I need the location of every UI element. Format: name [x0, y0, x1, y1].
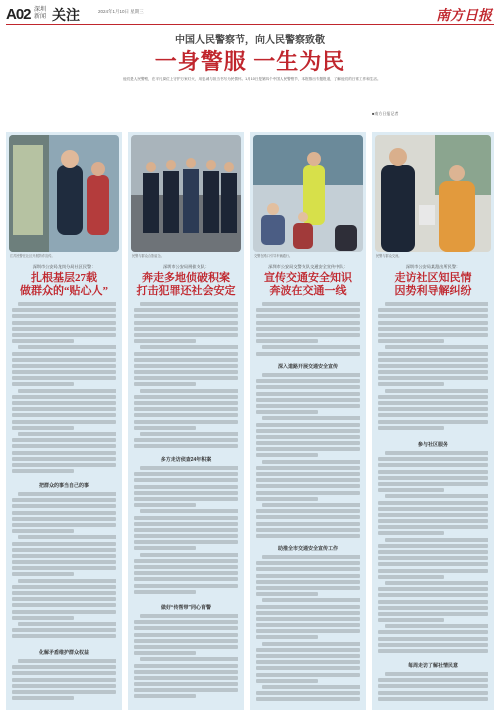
story-subhead: 化解矛盾维护群众权益	[38, 650, 89, 656]
photo-community-police	[375, 135, 491, 252]
text-line	[385, 389, 488, 393]
text-line	[256, 472, 360, 476]
story-body-text	[12, 659, 116, 705]
text-line	[256, 429, 360, 433]
photo-caption: 江苏民警在社区开展防诈宣传。	[10, 254, 55, 258]
text-line	[12, 610, 116, 614]
text-line	[256, 497, 318, 501]
text-line	[134, 497, 238, 501]
story-body-text	[378, 672, 488, 706]
text-line	[12, 498, 116, 502]
byline: ■南方日报记者	[372, 111, 399, 116]
text-line	[385, 672, 488, 676]
text-line	[18, 535, 116, 539]
text-line	[134, 620, 238, 624]
text-line	[256, 327, 360, 331]
text-line	[256, 392, 360, 396]
text-line	[256, 617, 360, 621]
text-line	[378, 501, 488, 505]
text-line	[378, 562, 488, 566]
text-line	[378, 587, 488, 591]
story-body-text	[256, 302, 360, 360]
text-line	[12, 517, 116, 521]
photo-police-group	[131, 135, 241, 252]
text-line	[134, 676, 238, 680]
text-line	[134, 413, 238, 417]
text-line	[385, 451, 488, 455]
text-line	[134, 438, 238, 442]
text-line	[378, 525, 488, 529]
text-line	[378, 476, 488, 480]
text-line	[134, 444, 238, 448]
text-line	[378, 507, 488, 511]
text-line	[256, 379, 360, 383]
text-line	[12, 566, 116, 570]
text-line	[12, 444, 116, 448]
page-number: A02	[6, 6, 31, 23]
header-rule	[6, 24, 494, 25]
text-line	[256, 586, 360, 590]
text-line	[134, 645, 238, 649]
text-line	[134, 682, 238, 686]
text-line	[134, 491, 238, 495]
text-line	[262, 373, 360, 377]
text-line	[12, 665, 116, 669]
text-line	[134, 376, 238, 380]
text-line	[140, 389, 238, 393]
text-line	[378, 678, 488, 682]
story-card-2	[128, 132, 244, 710]
text-line	[378, 684, 488, 688]
newspaper-logo: 南方日报	[436, 9, 492, 24]
story-card-3	[250, 132, 366, 710]
text-line	[134, 364, 238, 368]
text-line	[134, 516, 238, 520]
text-line	[262, 460, 360, 464]
text-line	[134, 407, 238, 411]
text-line	[12, 523, 116, 527]
text-line	[134, 382, 196, 386]
text-line	[256, 528, 360, 532]
text-line	[256, 574, 360, 578]
lead-paragraph: 他们是人民警察，在平凡岗位上守护万家灯火，用忠诚与担当书写为民情怀。1月10日是第四个中国人民警察节，本报推出专题报道，了解他们的日常工作和生活。	[123, 77, 381, 81]
story-title-line1: 扎根基层27载	[31, 272, 97, 284]
text-line	[18, 389, 116, 393]
text-line	[256, 654, 360, 658]
text-line	[378, 370, 488, 374]
text-line	[256, 385, 360, 389]
text-line	[134, 651, 196, 655]
text-line	[262, 598, 360, 602]
text-line	[12, 370, 116, 374]
text-line	[256, 522, 360, 526]
text-line	[256, 623, 360, 627]
text-line	[385, 494, 488, 498]
text-line	[378, 376, 488, 380]
text-line	[378, 470, 488, 474]
text-line	[385, 624, 488, 628]
text-line	[385, 302, 488, 306]
text-line	[378, 333, 488, 337]
text-line	[134, 664, 238, 668]
text-line	[378, 420, 488, 424]
text-line	[256, 561, 360, 565]
text-line	[378, 395, 488, 399]
story-body-text	[134, 302, 238, 452]
text-line	[256, 691, 360, 695]
text-line	[378, 382, 444, 386]
story-body-text	[256, 555, 360, 705]
text-line	[134, 395, 238, 399]
text-line	[256, 453, 318, 457]
column-title: 关注	[52, 9, 80, 24]
date-info: 2024年1月10日 星期三	[98, 9, 144, 14]
text-line	[256, 666, 360, 670]
text-line	[378, 488, 444, 492]
story-intro: 深圳市公安局龙岗分局社区民警：	[32, 264, 96, 269]
text-line	[12, 314, 116, 318]
text-line	[12, 426, 74, 430]
story-title-line1: 宣传交通安全知识	[264, 272, 352, 284]
text-line	[12, 451, 116, 455]
text-line	[134, 485, 238, 489]
text-line	[134, 426, 196, 430]
text-line	[134, 528, 238, 532]
photo-caption: 民警与群众交流。	[376, 254, 402, 258]
text-line	[12, 333, 116, 337]
story-intro: 深圳市公安局刑侦支队：	[162, 264, 210, 269]
text-line	[12, 548, 116, 552]
text-line	[256, 567, 360, 571]
text-line	[256, 435, 360, 439]
text-line	[12, 457, 116, 461]
text-line	[262, 642, 360, 646]
text-line	[385, 581, 488, 585]
text-line	[140, 302, 238, 306]
text-line	[134, 370, 238, 374]
text-line	[262, 416, 360, 420]
text-line	[378, 358, 488, 362]
story-card-1	[6, 132, 122, 710]
text-line	[134, 540, 238, 544]
story-body-text	[12, 492, 116, 644]
text-line	[12, 438, 116, 442]
text-line	[12, 678, 116, 682]
text-line	[12, 511, 116, 515]
text-line	[12, 308, 116, 312]
photo-caption: 交警在路口引导车辆通行。	[254, 254, 293, 258]
text-line	[12, 413, 116, 417]
text-line	[256, 491, 360, 495]
text-line	[256, 314, 360, 318]
text-line	[12, 358, 116, 362]
text-line	[378, 407, 488, 411]
text-line	[256, 611, 360, 615]
text-line	[378, 364, 488, 368]
text-line	[256, 534, 360, 538]
text-line	[378, 606, 488, 610]
text-line	[378, 630, 488, 634]
text-line	[256, 605, 360, 609]
text-line	[18, 492, 116, 496]
text-line	[378, 321, 488, 325]
text-line	[134, 694, 196, 698]
text-line	[18, 302, 116, 306]
text-line	[12, 572, 74, 576]
text-line	[12, 364, 116, 368]
text-line	[378, 618, 444, 622]
story-title-line2: 打击犯罪还社会安定	[136, 285, 236, 297]
story-subhead: 参与社区服务	[417, 442, 448, 448]
kicker-headline: 中国人民警察节，向人民警察致敬	[175, 35, 325, 46]
text-line	[140, 553, 238, 557]
text-line	[378, 569, 488, 573]
text-line	[18, 432, 116, 436]
story-intro: 深圳市公安局交警支队交通安全宣传中队：	[268, 264, 348, 269]
text-line	[134, 503, 196, 507]
text-line	[378, 593, 488, 597]
photo-traffic-police	[253, 135, 363, 252]
text-line	[134, 534, 238, 538]
text-line	[256, 466, 360, 470]
text-line	[134, 688, 238, 692]
text-line	[12, 339, 74, 343]
text-line	[262, 302, 360, 306]
text-line	[256, 580, 360, 584]
text-line	[256, 423, 360, 427]
text-line	[378, 314, 488, 318]
text-line	[12, 401, 116, 405]
text-line	[256, 635, 318, 639]
text-line	[134, 590, 196, 594]
text-line	[12, 696, 74, 700]
text-line	[18, 345, 116, 349]
text-line	[256, 339, 318, 343]
text-line	[378, 308, 488, 312]
text-line	[378, 649, 488, 653]
text-line	[12, 420, 116, 424]
text-line	[12, 327, 116, 331]
text-line	[12, 554, 116, 558]
story-title-line2: 奔波在交通一线	[269, 285, 347, 297]
text-line	[256, 333, 360, 337]
text-line	[385, 345, 488, 349]
text-line	[378, 556, 488, 560]
text-line	[134, 327, 238, 331]
text-line	[12, 529, 74, 533]
text-line	[140, 466, 238, 470]
text-line	[262, 555, 360, 559]
text-line	[12, 628, 116, 632]
text-line	[134, 633, 238, 637]
story-subhead: 把群众的事当自己的事	[38, 483, 89, 489]
text-line	[256, 592, 318, 596]
text-line	[134, 478, 238, 482]
text-line	[140, 345, 238, 349]
text-line	[12, 395, 116, 399]
text-line	[385, 538, 488, 542]
text-line	[378, 697, 488, 701]
text-line	[12, 671, 116, 675]
text-line	[134, 339, 196, 343]
text-line	[140, 614, 238, 618]
photo-caption: 民警与群众合影留念。	[132, 254, 164, 258]
text-line	[134, 333, 238, 337]
text-line	[378, 612, 488, 616]
text-line	[378, 426, 444, 430]
text-line	[256, 697, 360, 701]
text-line	[378, 352, 488, 356]
text-line	[134, 546, 196, 550]
text-line	[134, 565, 238, 569]
text-line	[12, 469, 74, 473]
text-line	[140, 432, 238, 436]
text-line	[256, 648, 360, 652]
text-line	[256, 321, 360, 325]
text-line	[134, 577, 238, 581]
main-headline: 一身警服 一生为民	[154, 49, 346, 74]
text-line	[262, 345, 360, 349]
text-line	[12, 585, 116, 589]
text-line	[378, 457, 488, 461]
text-line	[134, 626, 238, 630]
text-line	[378, 575, 444, 579]
section-label	[34, 7, 48, 21]
text-line	[378, 463, 488, 467]
text-line	[378, 519, 488, 523]
text-line	[18, 622, 116, 626]
text-line	[256, 478, 360, 482]
story-subhead: 每周走访了解社情民意	[407, 663, 458, 669]
story-body-text	[378, 302, 488, 438]
text-line	[12, 634, 116, 638]
text-line	[134, 420, 238, 424]
text-line	[378, 637, 488, 641]
text-line	[256, 308, 360, 312]
text-line	[12, 463, 116, 467]
text-line	[134, 401, 238, 405]
text-line	[256, 484, 360, 488]
story-body-text	[256, 373, 360, 541]
page-header	[6, 4, 494, 24]
text-line	[378, 691, 488, 695]
text-line	[12, 616, 74, 620]
text-line	[134, 352, 238, 356]
section-label-line2: 新闻	[34, 14, 47, 20]
story-title-line2: 做群众的“贴心人”	[20, 285, 108, 297]
text-line	[12, 560, 116, 564]
story-card-4	[372, 132, 494, 710]
text-line	[262, 685, 360, 689]
text-line	[378, 339, 444, 343]
text-line	[134, 522, 238, 526]
story-title-line1: 走访社区知民情	[394, 272, 472, 284]
text-line	[134, 639, 238, 643]
text-line	[378, 643, 488, 647]
text-line	[134, 358, 238, 362]
story-subhead: 做好“传帮带”同心育警	[160, 605, 211, 611]
text-line	[256, 410, 318, 414]
text-line	[256, 679, 318, 683]
text-line	[12, 382, 74, 386]
story-subhead: 多方走访侦查24年积案	[160, 457, 212, 463]
text-line	[18, 659, 116, 663]
text-line	[134, 559, 238, 563]
text-line	[134, 314, 238, 318]
text-line	[18, 579, 116, 583]
story-title-line2: 因势利导解纠纷	[394, 285, 472, 297]
text-line	[12, 352, 116, 356]
story-body-text	[134, 614, 238, 706]
text-line	[378, 600, 488, 604]
text-line	[256, 660, 360, 664]
story-subhead: 深入道路开展交通安全宣传	[277, 364, 338, 370]
story-title-line1: 奔走多地侦破积案	[142, 272, 230, 284]
text-line	[12, 603, 116, 607]
text-line	[134, 571, 238, 575]
text-line	[378, 544, 488, 548]
story-body-text	[134, 466, 238, 600]
text-line	[256, 515, 360, 519]
text-line	[12, 504, 116, 508]
text-line	[378, 531, 444, 535]
text-line	[140, 657, 238, 661]
text-line	[12, 684, 116, 688]
text-line	[12, 542, 116, 546]
text-line	[256, 673, 360, 677]
text-line	[256, 509, 360, 513]
text-line	[378, 550, 488, 554]
photo-police-shop	[9, 135, 119, 252]
text-line	[134, 670, 238, 674]
section-label-line1: 深圳	[34, 7, 47, 13]
text-line	[256, 629, 360, 633]
text-line	[256, 441, 360, 445]
text-line	[256, 404, 360, 408]
text-line	[378, 513, 488, 517]
text-line	[262, 503, 360, 507]
text-line	[134, 321, 238, 325]
story-body-text	[12, 302, 116, 478]
text-line	[256, 398, 360, 402]
story-intro: 深圳市公安局某派出所民警：	[405, 264, 461, 269]
text-line	[256, 447, 360, 451]
text-line	[12, 321, 116, 325]
text-line	[134, 584, 238, 588]
text-line	[134, 472, 238, 476]
text-line	[378, 413, 488, 417]
text-line	[134, 308, 238, 312]
text-line	[378, 327, 488, 331]
story-body-text	[378, 451, 488, 657]
text-line	[378, 401, 488, 405]
text-line	[12, 376, 116, 380]
story-subhead: 助推全市交通安全宣传工作	[277, 546, 338, 552]
text-line	[256, 352, 360, 356]
text-line	[140, 509, 238, 513]
text-line	[12, 597, 116, 601]
text-line	[12, 690, 116, 694]
text-line	[12, 591, 116, 595]
text-line	[12, 407, 116, 411]
text-line	[378, 482, 488, 486]
